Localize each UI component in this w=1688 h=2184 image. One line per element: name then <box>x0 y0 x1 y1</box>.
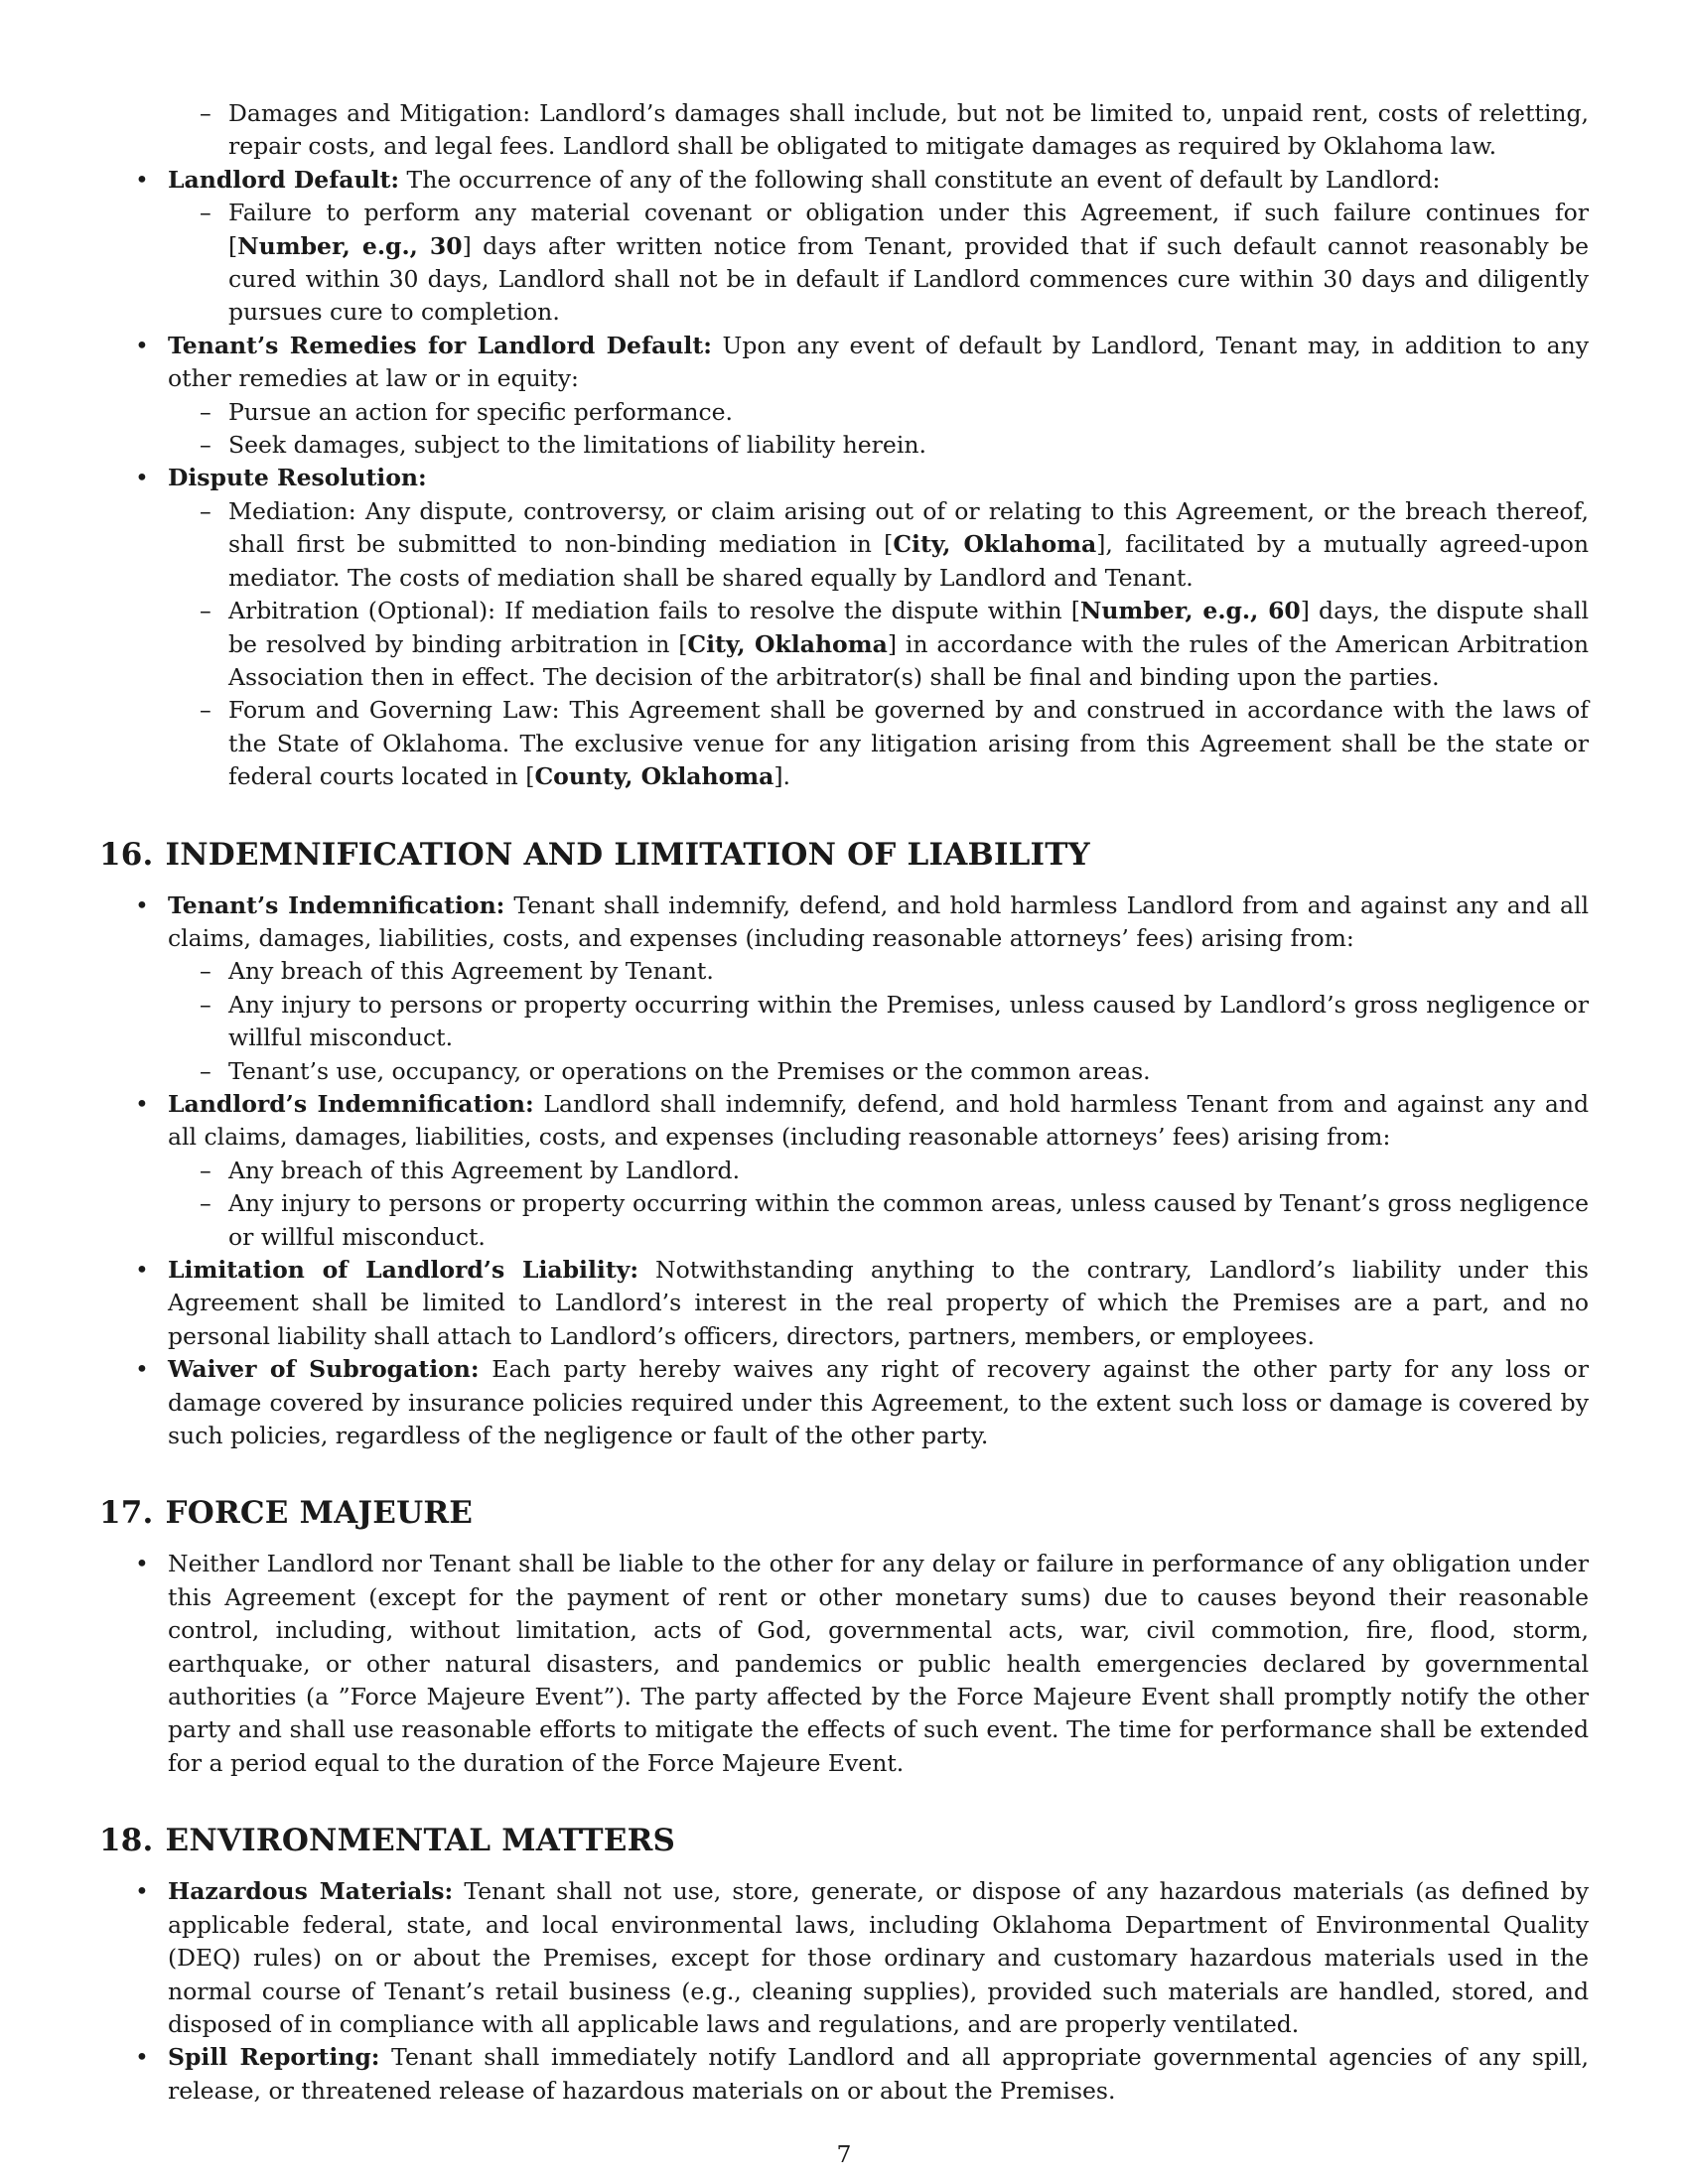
list-item: – Seek damages, subject to the limitations of liability herein. <box>168 429 1589 462</box>
list-item: – Any injury to persons or property occurring within the Premises, unless caused by Landlord’s gross negligence or willful misconduct. <box>168 989 1589 1055</box>
list-item: – Failure to perform any material covenant or obligation under this Agreement, if such failure continues for [Number, e.g., 30] days after written notice from Tenant, provided that if such default cannot reasonably be cured within 30 days, Landlord shall not be in default if Landlord commences cure within 30 days and diligently pursues cure to completion. <box>168 197 1589 330</box>
bullet-label: Tenant’s Remedies for Landlord Default: <box>168 331 712 359</box>
bullet-label: Waiver of Subrogation: <box>168 1355 480 1384</box>
bullet-label: Spill Reporting: <box>168 2043 380 2072</box>
sublist <box>168 396 1589 463</box>
bullet-label: Landlord’s Indemnification: <box>168 1089 534 1118</box>
bullet-spill-reporting: • Spill Reporting: Tenant shall immediately notify Landlord and all appropriate governmental agencies of any spill, release, or threatened release of hazardous materials on or about the Premises. <box>99 2041 1589 2108</box>
bullet-label: Tenant’s Indemnification: <box>168 890 505 919</box>
bullet-label: Limitation of Landlord’s Liability: <box>168 1256 639 1284</box>
list-item: – Damages and Mitigation: Landlord’s damages shall include, but not be limited to, unpaid rent, costs of reletting, repair costs, and legal fees. Landlord shall be obligated to mitigate damages as required by Oklahoma law. <box>168 97 1589 164</box>
sublist <box>168 495 1589 794</box>
list-item-arbitration: – Arbitration (Optional): If mediation fails to resolve the dispute within [Number, e.g., 60] days, the dispute shall be resolved by binding arbitration in [City, Oklahoma] in accordance with the rules of the American Arbitration Association then in effect. The decision of the arbitrator(s) shall be final and binding upon the parties. <box>168 595 1589 694</box>
list-item: – Any injury to persons or property occurring within the common areas, unless caused by Tenant’s gross negligence or willful misconduct. <box>168 1187 1589 1254</box>
section-heading-17: 17. FORCE MAJEURE <box>99 1495 474 1532</box>
bullet-hazardous-materials: • Hazardous Materials: Tenant shall not use, store, generate, or dispose of any hazardous materials (as defined by applicable federal, state, and local environmental laws, including Oklahoma Department of Environmental Quality (DEQ) rules) on or about the Premises, except for those ordinary and customary hazardous materials used in the normal course of Tenant’s retail business (e.g., cleaning supplies), provided such materials are handled, stored, and disposed of in compliance with all applicable laws and regulations, and are properly ventilated. <box>99 1875 1589 2041</box>
list-item-forum: – Forum and Governing Law: This Agreement shall be governed by and construed in accordance with the laws of the State of Oklahoma. The exclusive venue for any litigation arising from this Agreement shall be the state or federal courts located in [County, Oklahoma]. <box>168 694 1589 793</box>
bullet-landlord-default: • Landlord Default: The occurrence of any of the following shall constitute an event of default by Landlord: – Failure to perform any material covenant or obligation under this Agreement, if such failure continues for [Number, e.g., 30] days after written notice from Tenant, provided that if such default cannot reasonably be cured within 30 days, Landlord shall not be in default if Landlord commences cure within 30 days and diligently pursues cure to completion. <box>99 164 1589 330</box>
bullet-label: Hazardous Materials: <box>168 1877 454 1906</box>
bullet-tenant-remedies: • Tenant’s Remedies for Landlord Default: Upon any event of default by Landlord, Tenant may, in addition to any other remedies at law or in equity: – Pursue an action for specific performance. – Seek damages, subject to the limitations of liability herein. <box>99 330 1589 463</box>
page-number: 7 <box>836 2140 852 2168</box>
bullet-label: Dispute Resolution: <box>168 464 427 492</box>
bullet-limitation-of-liability: • Limitation of Landlord’s Liability: Notwithstanding anything to the contrary, Landlord’s liability under this Agreement shall be limited to Landlord’s interest in the real property of which the Premises are a part, and no personal liability shall attach to Landlord’s officers, directors, partners, members, or employees. <box>99 1254 1589 1353</box>
list-item: – Any breach of this Agreement by Landlord. <box>168 1155 1589 1187</box>
sublist <box>168 197 1589 330</box>
section-16-bullets <box>99 889 1589 1453</box>
section-17-bullets <box>99 1548 1589 1780</box>
section-18-bullets <box>99 1875 1589 2108</box>
list-item: – Any breach of this Agreement by Tenant. <box>168 955 1589 988</box>
bullet-tenant-indemnification: • Tenant’s Indemnification: Tenant shall indemnify, defend, and hold harmless Landlord from and against any and all claims, damages, liabilities, costs, and expenses (including reasonable attorneys’ fees) arising from: – Any breach of this Agreement by Tenant. – Any injury to persons or property occurring within the Premises, unless caused by Landlord’s gross negligence or willful misconduct. – Tenant’s use, occupancy, or operations on the Premises or the common areas. <box>99 889 1589 1088</box>
bullet-force-majeure: • Neither Landlord nor Tenant shall be liable to the other for any delay or failure in performance of any obligation under this Agreement (except for the payment of rent or other monetary sums) due to causes beyond their reasonable control, including, without limitation, acts of God, governmental acts, war, civil commotion, fire, flood, storm, earthquake, or other natural disasters, and pandemics or public health emergencies declared by governmental authorities (a ”Force Majeure Event”). The party affected by the Force Majeure Event shall promptly notify the other party and shall use reasonable efforts to mitigate the effects of such event. The time for performance shall be extended for a period equal to the duration of the Force Majeure Event. <box>99 1548 1589 1780</box>
bullet-landlord-indemnification: • Landlord’s Indemnification: Landlord shall indemnify, defend, and hold harmless Tenant from and against any and all claims, damages, liabilities, costs, and expenses (including reasonable attorneys’ fees) arising from: – Any breach of this Agreement by Landlord. – Any injury to persons or property occurring within the common areas, unless caused by Tenant’s gross negligence or willful misconduct. <box>99 1088 1589 1254</box>
list-item: – Tenant’s use, occupancy, or operations on the Premises or the common areas. <box>168 1055 1589 1088</box>
list-item-mediation: – Mediation: Any dispute, controversy, or claim arising out of or relating to this Agreement, or the breach thereof, shall first be submitted to non-binding mediation in [City, Oklahoma], facilitated by a mutually agreed-upon mediator. The costs of mediation shall be shared equally by Landlord and Tenant. <box>168 495 1589 595</box>
section-15-bullets <box>99 164 1589 794</box>
sublist <box>168 955 1589 1088</box>
section-heading-18: 18. ENVIRONMENTAL MATTERS <box>99 1823 676 1859</box>
continued-sublist <box>168 97 1589 164</box>
bullet-dispute-resolution <box>99 462 1589 793</box>
document-page <box>99 97 1589 2108</box>
list-item: – Pursue an action for specific performance. <box>168 396 1589 429</box>
section-heading-16: 16. INDEMNIFICATION AND LIMITATION OF LIABILITY <box>99 836 1090 873</box>
sublist <box>168 1155 1589 1254</box>
bullet-waiver-of-subrogation: • Waiver of Subrogation: Each party hereby waives any right of recovery against the other party for any loss or damage covered by insurance policies required under this Agreement, to the extent such loss or damage is covered by such policies, regardless of the negligence or fault of the other party. <box>99 1353 1589 1452</box>
bullet-label: Landlord Default: <box>168 165 400 194</box>
